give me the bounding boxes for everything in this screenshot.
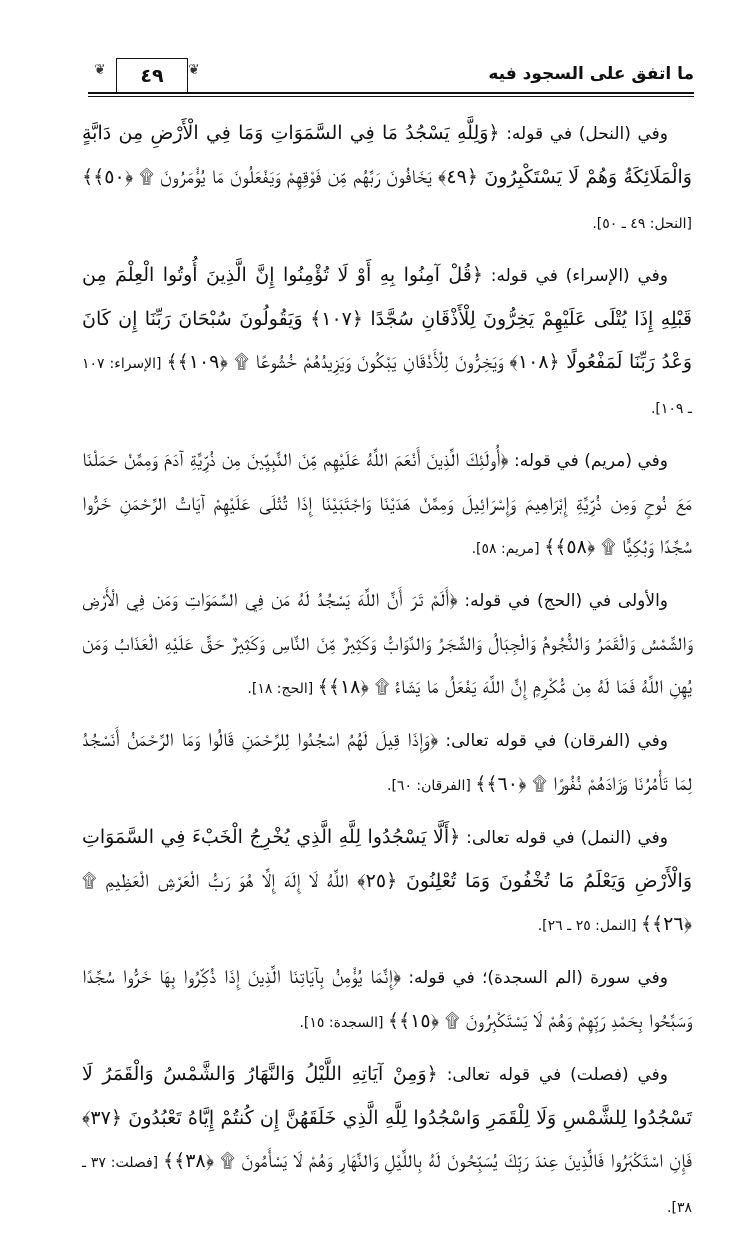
- verse-reference: [الإسراء: ١٠٧ ـ ١٠٩].: [82, 356, 692, 417]
- header-rule: [88, 92, 694, 94]
- header-rule: [88, 96, 694, 97]
- paragraph-intro: وفي (الإسراء) في قوله:: [482, 266, 668, 286]
- paragraph-intro: وفي (النمل) في قوله تعالى:: [460, 828, 668, 848]
- quran-verse: ﴿أَلَّا يَسْجُدُوا لِلَّهِ الَّذِي يُخْرِجُ الْخَبْءَ فِي السَّمَوَاتِ وَالْأَرْضِ وَيَعْلَمُ مَا تُخْفُونَ وَمَا تُعْلِنُونَ ﴿٢٥﴾ اللَّهُ لَا إِلَهَ إِلَّا هُوَ رَبُّ الْعَرْشِ الْعَظِيمِ ۩ ﴿٢٦﴾﴾: [82, 826, 692, 935]
- quran-verse: ﴿إِنَّمَا يُؤْمِنُ بِآيَاتِنَا الَّذِينَ إِذَا ذُكِّرُوا بِهَا خَرُّوا سُجَّدًا وَسَبَّحُوا بِحَمْدِ رَبِّهِمْ وَهُمْ لَا يَسْتَكْبِرُونَ ۩ ﴿١٥﴾﴾: [82, 966, 692, 1032]
- quran-verse: ﴿وَإِذَا قِيلَ لَهُمُ اسْجُدُوا لِلرَّحْمَنِ قَالُوا وَمَا الرَّحْمَنُ أَنَسْجُدُ لِمَا تَأْمُرُنَا وَزَادَهُمْ نُفُورًا ۩ ﴿٦٠﴾﴾: [82, 729, 692, 795]
- running-title: ما اتفق على السجود فيه: [488, 64, 694, 84]
- paragraph-maryam: [82, 439, 692, 571]
- quran-verse: ﴿أَلَمْ تَرَ أَنَّ اللَّهَ يَسْجُدُ لَهُ مَن فِي السَّمَوَاتِ وَمَن فِي الْأَرْضِ وَالشَّمْسُ وَالْقَمَرُ وَالنُّجُومُ وَالْجِبَالُ وَالشَّجَرُ وَالدَّوَابُّ وَكَثِيرٌ مِّنَ النَّاسِ وَكَثِيرٌ حَقَّ عَلَيْهِ الْعَذَابُ وَمَن يُهِنِ اللَّهُ فَمَا لَهُ مِن مُّكْرِمٍ إِنَّ اللَّهَ يَفْعَلُ مَا يَشَاءُ ۩ ﴿١٨﴾﴾: [82, 589, 692, 698]
- paragraph-nahl: [82, 112, 692, 246]
- verse-reference: [الحج: ١٨].: [247, 681, 318, 697]
- ornament-icon: ❦: [94, 62, 106, 78]
- verse-reference: [النمل: ٢٥ ـ ٢٦].: [537, 918, 641, 934]
- paragraph-naml: [82, 816, 692, 948]
- quran-verse: ﴿وَلِلَّهِ يَسْجُدُ مَا فِي السَّمَوَاتِ وَمَا فِي الْأَرْضِ مِن دَابَّةٍ وَالْمَلَائِكَةُ وَهُمْ لَا يَسْتَكْبِرُونَ ﴿٤٩﴾ يَخَافُونَ رَبَّهُم مِّن فَوْقِهِمْ وَيَفْعَلُونَ مَا يُؤْمَرُونَ ۩ ﴿٥٠﴾﴾: [82, 122, 692, 188]
- ornament-icon: ❦: [188, 62, 200, 78]
- paragraph-intro: والأولى في (الحج) في قوله:: [457, 591, 668, 611]
- paragraph-intro: وفي (الفرقان) في قوله تعالى:: [438, 731, 668, 751]
- paragraph-intro: وفي سورة (الم السجدة)؛ في قوله:: [401, 968, 668, 988]
- page-number: ٤٩: [116, 58, 188, 93]
- verse-reference: [السجدة: ١٥].: [299, 1015, 388, 1031]
- quran-verse: ﴿قُلْ آمِنُوا بِهِ أَوْ لَا تُؤْمِنُوا إِنَّ الَّذِينَ أُوتُوا الْعِلْمَ مِن قَبْلِهِ إِذَا يُتْلَى عَلَيْهِمْ يَخِرُّونَ لِلْأَذْقَانِ سُجَّدًا ﴿١٠٧﴾ وَيَقُولُونَ سُبْحَانَ رَبِّنَا إِن كَانَ وَعْدُ رَبِّنَا لَمَفْعُولًا ﴿١٠٨﴾ وَيَخِرُّونَ لِلْأَذْقَانِ يَبْكُونَ وَيَزِيدُهُمْ خُشُوعًا ۩ ﴿١٠٩﴾﴾: [82, 264, 692, 373]
- page-body: [82, 112, 692, 1238]
- verse-reference: [النحل: ٤٩ ـ ٥٠].: [592, 216, 692, 232]
- verse-reference: [مريم: ٥٨].: [471, 541, 545, 557]
- quran-verse: ﴿أُولَئِكَ الَّذِينَ أَنْعَمَ اللَّهُ عَلَيْهِم مِّنَ النَّبِيِّينَ مِن ذُرِّيَّةِ آدَمَ وَمِمَّنْ حَمَلْنَا مَعَ نُوحٍ وَمِن ذُرِّيَّةِ إِبْرَاهِيمَ وَإِسْرَائِيلَ وَمِمَّنْ هَدَيْنَا وَاجْتَبَيْنَا إِذَا تُتْلَى عَلَيْهِمْ آيَاتُ الرَّحْمَنِ خَرُّوا سُجَّدًا وَبُكِيًّا ۩ ﴿٥٨﴾﴾: [82, 449, 692, 558]
- paragraph-intro: وفي (فصلت) في قوله تعالى:: [437, 1065, 668, 1085]
- paragraph-fussilat: [82, 1053, 692, 1230]
- paragraph-furqan: [82, 719, 692, 808]
- paragraph-sajda: [82, 956, 692, 1045]
- paragraph-hajj: [82, 579, 692, 711]
- paragraph-intro: وفي (النحل) في قوله:: [499, 124, 668, 144]
- quran-verse: ﴿وَمِنْ آيَاتِهِ اللَّيْلُ وَالنَّهَارُ وَالشَّمْسُ وَالْقَمَرُ لَا تَسْجُدُوا لِلشَّمْسِ وَلَا لِلْقَمَرِ وَاسْجُدُوا لِلَّهِ الَّذِي خَلَقَهُنَّ إِن كُنتُمْ إِيَّاهُ تَعْبُدُونَ ﴿٣٧﴾ فَإِنِ اسْتَكْبَرُوا فَالَّذِينَ عِندَ رَبِّكَ يُسَبِّحُونَ لَهُ بِاللَّيْلِ وَالنَّهَارِ وَهُمْ لَا يَسْأَمُونَ ۩ ﴿٣٨﴾﴾: [82, 1063, 692, 1172]
- verse-reference: [فصلت: ٣٧ ـ ٣٨].: [82, 1155, 692, 1216]
- paragraph-isra: [82, 254, 692, 431]
- paragraph-intro: وفي (مريم) في قوله:: [508, 451, 668, 471]
- page-header: [88, 58, 694, 94]
- verse-reference: [الفرقان: ٦٠].: [387, 778, 476, 794]
